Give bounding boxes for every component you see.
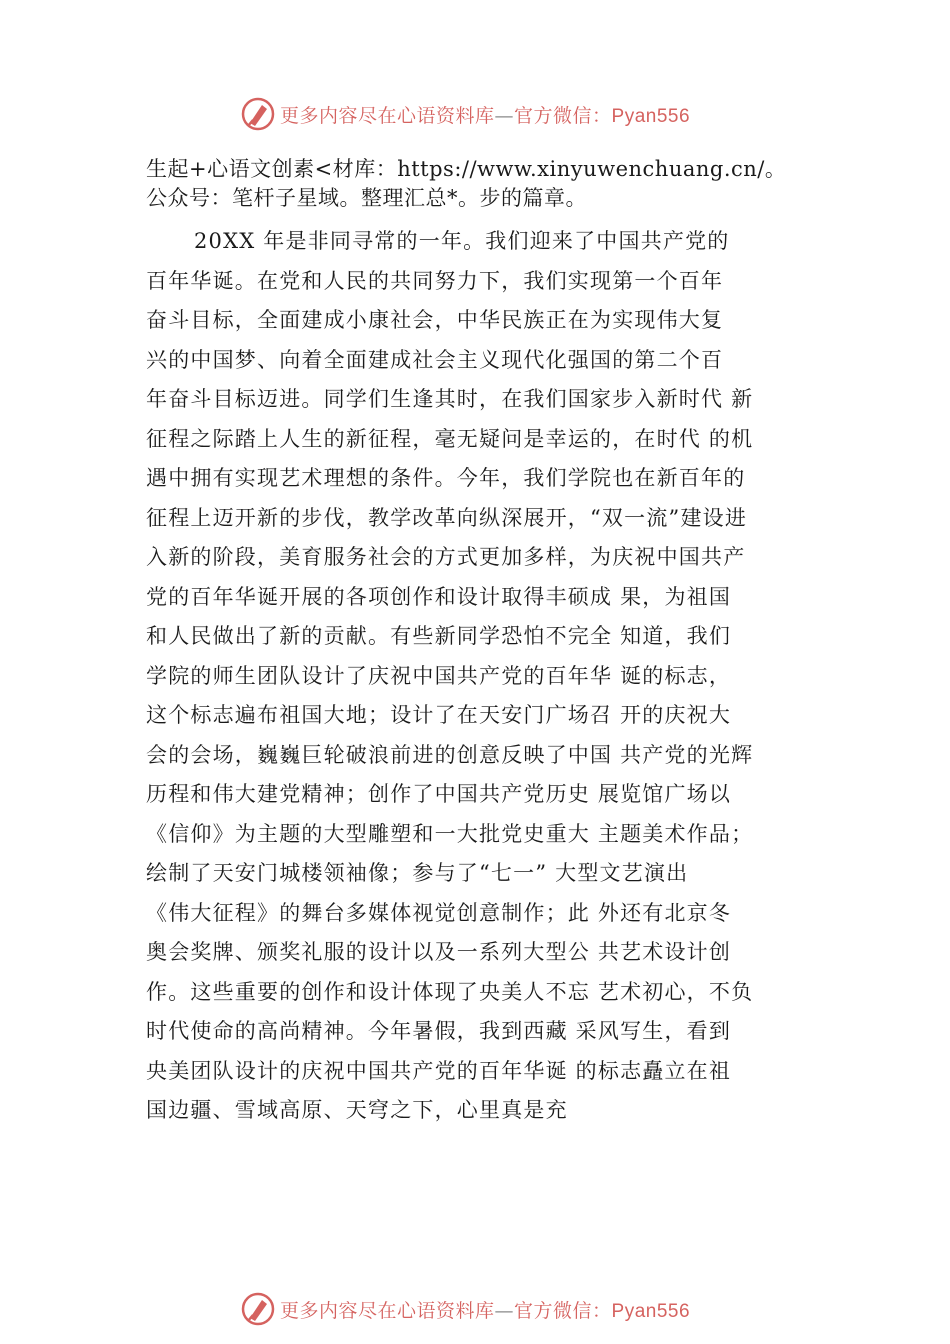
- pen-nib-circle-icon: [240, 1291, 276, 1327]
- body-line: 会的会场，巍巍巨轮破浪前进的创意反映了中国 共产党的光辉: [146, 742, 754, 767]
- header-watermark: [240, 94, 690, 134]
- watermark-account: Pyan556: [611, 105, 691, 127]
- body-line: 征程上迈开新的步伐，教学改革向纵深展开，“双一流”建设进: [146, 505, 748, 530]
- intro-line-2: 公众号：笔杆子星域。整理汇总*。步的篇章。: [146, 186, 587, 210]
- body-line: 征程之际踏上人生的新征程，毫无疑问是幸运的，在时代 的机: [146, 426, 754, 451]
- watermark-official: 官方微信：: [514, 1299, 612, 1322]
- footer-watermark: [240, 1289, 690, 1329]
- body-line: 历程和伟大建党精神；创作了中国共产党历史 展览馆广场以: [146, 782, 732, 806]
- body-line: 央美团队设计的庆祝中国共产党的百年华诞 的标志矗立在祖: [146, 1058, 732, 1083]
- watermark-account: Pyan556: [611, 1300, 691, 1322]
- intro-line-1: 生起+心语文创素<材库：https://www.xinyuwenchuang.cn/。: [146, 157, 787, 181]
- intro-block: [146, 155, 846, 213]
- watermark-official: 官方微信：: [514, 104, 612, 127]
- body-line: 作。这些重要的创作和设计体现了央美人不忘 艺术初心，不负: [146, 979, 754, 1004]
- body-line: 年奋斗目标迈进。同学们生逢其时，在我们国家步入新时代 新: [146, 387, 754, 411]
- body-line: 奥会奖牌、颁奖礼服的设计以及一系列大型公 共艺术设计创: [146, 940, 732, 964]
- watermark-separator: —: [494, 104, 515, 127]
- body-line: 20XX 年是非同寻常的一年。我们迎来了中国共产党的: [194, 229, 730, 253]
- body-line: 党的百年华诞开展的各项创作和设计取得丰硕成 果，为祖国: [146, 584, 732, 609]
- body-line: 遇中拥有实现艺术理想的条件。今年，我们学院也在新百年的: [146, 466, 746, 490]
- body-line: 国边疆、雪域高原、天穹之下，心里真是充: [146, 1098, 568, 1122]
- body-line: 入新的阶段，美育服务社会的方式更加多样，为庆祝中国共产: [146, 545, 746, 569]
- body-line: 时代使命的高尚精神。今年暑假，我到西藏 采风写生，看到: [146, 1019, 732, 1043]
- body-line: 这个标志遍布祖国大地；设计了在天安门广场召 开的庆祝大: [146, 703, 732, 727]
- body-line: 和人民做出了新的贡献。有些新同学恐怕不完全 知道，我们: [146, 624, 732, 648]
- body-line: 《信仰》为主题的大型雕塑和一大批党史重大 主题美术作品；: [146, 821, 754, 846]
- article-body: [146, 222, 846, 1131]
- watermark-separator: —: [494, 1299, 515, 1322]
- watermark-brand: 更多内容尽在心语资料库: [280, 104, 495, 127]
- body-line: 绘制了天安门城楼领袖像；参与了“七一” 大型文艺演出: [146, 861, 689, 885]
- body-line: 《伟大征程》的舞台多媒体视觉创意制作；此 外还有北京冬: [146, 900, 732, 925]
- watermark-brand: 更多内容尽在心语资料库: [280, 1299, 495, 1322]
- body-line: 学院的师生团队设计了庆祝中国共产党的百年华 诞的标志，: [146, 663, 732, 688]
- watermark-text: [280, 1296, 690, 1323]
- body-line: 奋斗目标，全面建成小康社会，中华民族正在为实现伟大复: [146, 308, 724, 332]
- body-line: 兴的中国梦、向着全面建成社会主义现代化强国的第二个百: [146, 347, 724, 372]
- body-line: 百年华诞。在党和人民的共同努力下，我们实现第一个百年: [146, 268, 724, 293]
- pen-nib-circle-icon: [240, 96, 276, 132]
- watermark-text: [280, 101, 690, 128]
